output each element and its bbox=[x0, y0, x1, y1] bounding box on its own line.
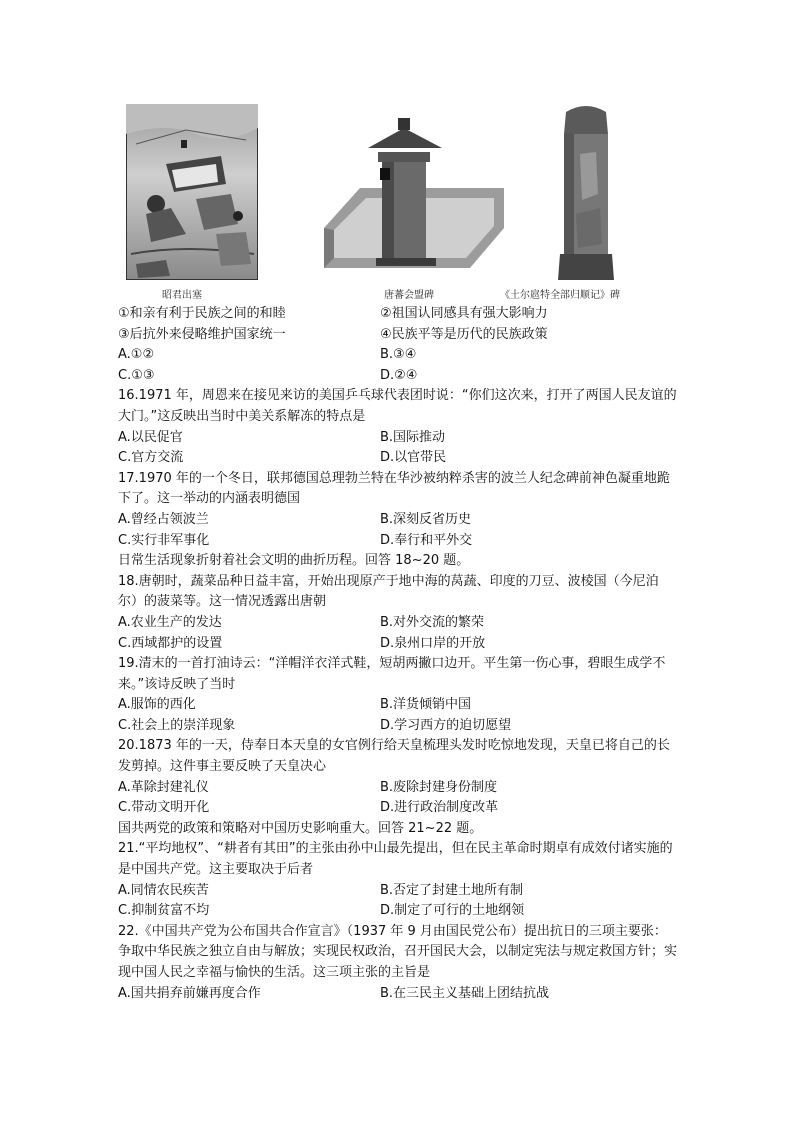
q15-statements-row-1 bbox=[118, 304, 678, 325]
painting-image bbox=[126, 104, 258, 280]
q17-stem: 17.1970 年的一个冬日，联邦德国总理勃兰特在华沙被纳粹杀害的波兰人纪念碑前神色凝重地跪下了。这一举动的内涵表明德国 bbox=[118, 470, 670, 507]
intro-18-20: 日常生活现象折射着社会文明的曲折历程。回答 18~20 题。 bbox=[118, 553, 470, 569]
q20-option-d[interactable]: D.进行政治制度改革 bbox=[380, 800, 499, 816]
q18-options-row-1 bbox=[118, 613, 678, 634]
q19-option-d[interactable]: D.学习西方的迫切愿望 bbox=[380, 717, 512, 733]
q21-options-row-2 bbox=[118, 901, 678, 922]
q22-option-b[interactable]: B.在三民主义基础上团结抗战 bbox=[380, 985, 550, 1001]
q18-options-row-2 bbox=[118, 634, 678, 655]
q20-stem: 20.1873 年的一天，侍奉日本天皇的女官例行给天皇梳理头发时吃惊地发现，天皇已将自己的长发剪掉。这件事主要反映了天皇决心 bbox=[118, 738, 670, 775]
q19-options-row-1 bbox=[118, 695, 678, 716]
q22-option-a[interactable]: A.国共捐弃前嫌再度合作 bbox=[118, 985, 261, 1001]
q20-option-a[interactable]: A.革除封建礼仪 bbox=[118, 779, 209, 795]
q16-options-row-1 bbox=[118, 428, 678, 449]
q20-options-row-1 bbox=[118, 778, 678, 799]
q20-option-b[interactable]: B.废除封建身份制度 bbox=[380, 779, 498, 795]
q21-option-c[interactable]: C.抑制贫富不均 bbox=[118, 903, 210, 919]
stele-pavilion-image bbox=[320, 118, 504, 268]
question-body bbox=[118, 304, 678, 1004]
q15-options-row-2 bbox=[118, 366, 678, 387]
stone-tablet-image bbox=[556, 104, 616, 280]
q18-option-a[interactable]: A.农业生产的发达 bbox=[118, 614, 222, 630]
q21-option-d[interactable]: D.制定了可行的土地纲领 bbox=[380, 903, 525, 919]
q15-option-a[interactable]: A.①② bbox=[118, 347, 155, 363]
q21-stem: 21.“平均地权”、“耕者有其田”的主张由孙中山最先提出，但在民主革命时期卓有成效付诸实施的是中国共产党。这主要取决于后者 bbox=[118, 841, 673, 878]
q18-option-d[interactable]: D.泉州口岸的开放 bbox=[380, 635, 486, 651]
q18-option-b[interactable]: B.对外交流的繁荣 bbox=[380, 614, 485, 630]
q20-option-c[interactable]: C.带动文明开化 bbox=[118, 800, 210, 816]
q16-options-row-2 bbox=[118, 448, 678, 469]
q16-option-d[interactable]: D.以官带民 bbox=[380, 450, 447, 466]
q19-stem: 19.清末的一首打油诗云：“洋帽洋衣洋式鞋，短胡两撇口边开。平生第一伤心事，碧眼生成学不来。”该诗反映了当时 bbox=[118, 656, 666, 692]
q18-stem: 18.唐朝时，蔬菜品种日益丰富，开始出现原产于地中海的莴蔬、印度的刀豆、波棱国（今尼泊尔）的菠菜等。这一情况透露出唐朝 bbox=[118, 573, 659, 610]
q17-option-d[interactable]: D.奉行和平外交 bbox=[380, 532, 473, 548]
q17-options-row-2 bbox=[118, 531, 678, 552]
q15-statement: ④民族平等是历代的民族政策 bbox=[380, 326, 548, 342]
q19-option-c[interactable]: C.社会上的崇洋现象 bbox=[118, 717, 236, 733]
q16-option-b[interactable]: B.国际推动 bbox=[380, 429, 446, 445]
q21-options-row-1 bbox=[118, 881, 678, 902]
q15-statements-row-2 bbox=[118, 325, 678, 346]
q15-option-d[interactable]: D.②④ bbox=[380, 367, 418, 383]
q16-stem: 16.1971 年，周恩来在接见来访的美国乒乓球代表团时说：“你们这次来，打开了两国人民友谊的大门。”这反映出当时中美关系解冻的特点是 bbox=[118, 388, 677, 424]
caption-stele-pavilion: 唐蕃会盟碑 bbox=[384, 290, 434, 301]
q15-statement: ①和亲有利于民族之间的和睦 bbox=[118, 306, 286, 321]
q17-option-a[interactable]: A.曾经占领波兰 bbox=[118, 511, 209, 527]
q21-option-b[interactable]: B.否定了封建土地所有制 bbox=[380, 882, 524, 898]
q19-option-b[interactable]: B.洋货倾销中国 bbox=[380, 697, 472, 713]
q15-options-row-1 bbox=[118, 345, 678, 366]
q17-option-c[interactable]: C.实行非军事化 bbox=[118, 532, 210, 548]
q16-option-c[interactable]: C.官方交流 bbox=[118, 450, 184, 466]
q20-options-row-2 bbox=[118, 798, 678, 819]
caption-painting: 昭君出塞 bbox=[162, 290, 202, 301]
q15-option-b[interactable]: B.③④ bbox=[380, 347, 417, 363]
q22-options-row-1 bbox=[118, 984, 678, 1005]
q18-option-c[interactable]: C.西域都护的设置 bbox=[118, 635, 223, 651]
q19-options-row-2 bbox=[118, 716, 678, 737]
q17-option-b[interactable]: B.深刻反省历史 bbox=[380, 511, 472, 527]
caption-stone-tablet: 《土尔扈特全部归顺记》碑 bbox=[500, 290, 620, 301]
intro-21-22: 国共两党的政策和策略对中国历史影响重大。回答 21~22 题。 bbox=[118, 820, 483, 836]
q17-options-row-1 bbox=[118, 510, 678, 531]
q22-stem: 22.《中国共产党为公布国共合作宣言》（1937 年 9 月由国民党公布）提出抗日的三项主要张：争取中华民族之独立自由与解放；实现民权政治，召开国民大会，以制定宪法与规定救国方针；实现中国人民之幸福与愉快的生活。这三项主张的主旨是 bbox=[118, 923, 678, 980]
q15-statement: ②祖国认同感具有强大影响力 bbox=[380, 306, 548, 321]
q15-option-c[interactable]: C.①③ bbox=[118, 367, 155, 383]
figure-strip bbox=[118, 104, 678, 300]
q16-option-a[interactable]: A.以民促官 bbox=[118, 429, 183, 445]
q19-option-a[interactable]: A.服饰的西化 bbox=[118, 697, 196, 713]
q15-statement: ③后抗外来侵略维护国家统一 bbox=[118, 326, 286, 342]
q21-option-a[interactable]: A.同情农民疾苦 bbox=[118, 882, 209, 898]
